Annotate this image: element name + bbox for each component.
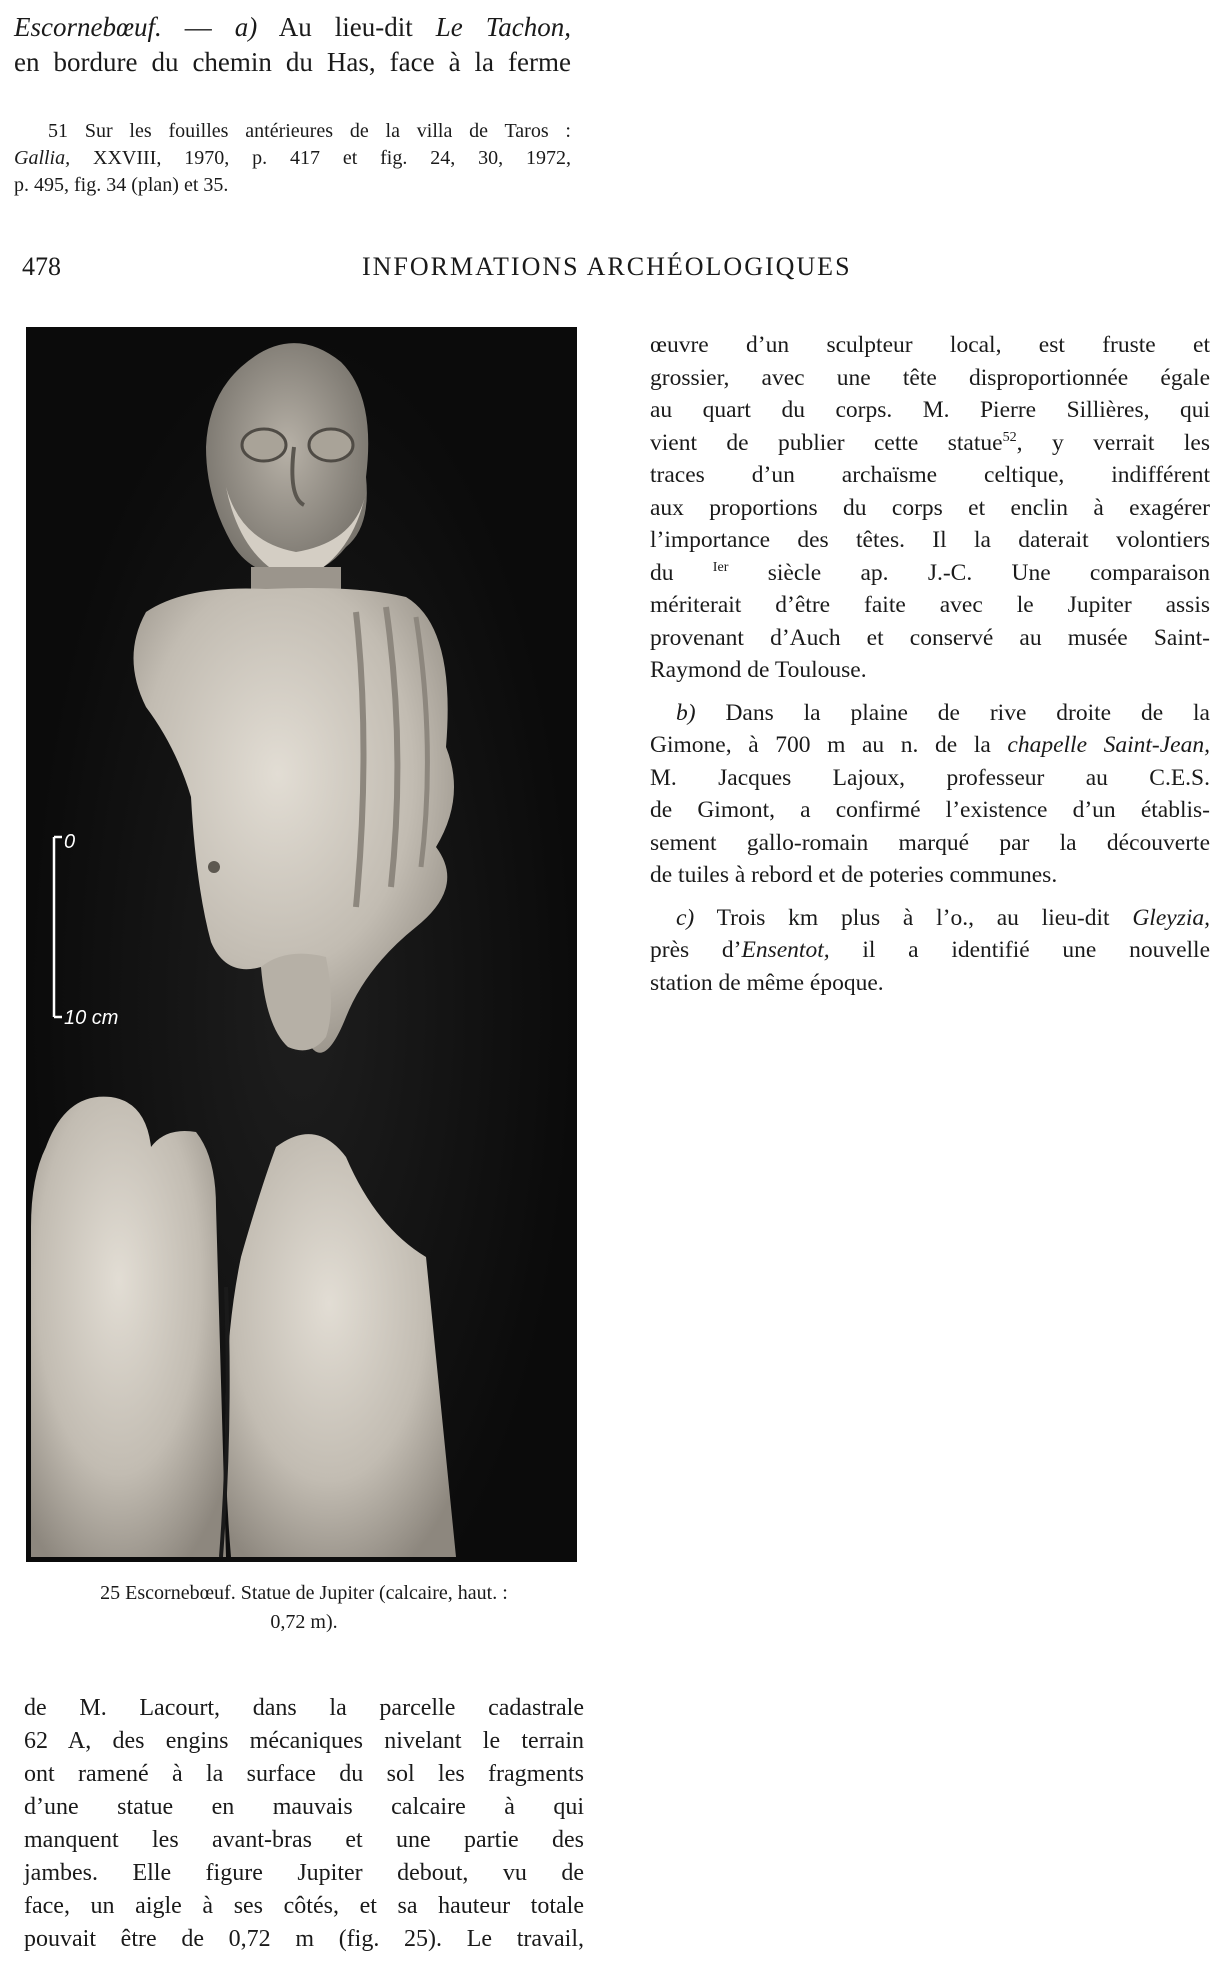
paragraph-c [650, 902, 1210, 1000]
text-line: aux proportions du corps et enclin à exagérer [650, 494, 1210, 521]
text-line: pouvait être de 0,72 m (fig. 25). Le travail, [24, 1926, 584, 1952]
footnote-51 [14, 118, 571, 199]
text-line: d’une statue en mauvais calcaire à qui [24, 1794, 584, 1820]
journal-name: Gallia, [14, 147, 71, 169]
text-line: grossier, avec une tête disproportionnée égale [650, 364, 1210, 391]
statue-photograph [26, 327, 577, 1562]
text-line: sement gallo-romain marqué par la découverte [650, 829, 1210, 856]
footnote-line-2 [14, 145, 571, 172]
text-line [650, 729, 1210, 762]
text-line: traces d’un archaïsme celtique, indifférent [650, 462, 1210, 488]
text-line [650, 427, 1210, 460]
statue-leg [261, 954, 331, 1051]
item-label: b) [676, 699, 696, 726]
century-superscript: Ier [712, 558, 729, 575]
text-run: siècle ap. J.-C. Une comparaison [728, 559, 1210, 586]
text-line: de M. Lacourt, dans la parcelle cadastrale [24, 1695, 584, 1721]
dash: — [161, 12, 235, 42]
footnote-number: 51 [48, 120, 68, 142]
text-line: mériterait d’être faite avec le Jupiter assis [650, 592, 1210, 618]
text-line: M. Jacques Lajoux, professeur au C.E.S. [650, 764, 1210, 791]
footnote-ref-52: 52 [1002, 428, 1017, 445]
locality-name: Ensentot, [741, 937, 830, 963]
locality-name: Le Tachon, [435, 12, 572, 42]
footnote-text: Sur les fouilles antérieures de la villa de Taros : [68, 120, 571, 142]
text-line: œuvre d’un sculpteur local, est fruste et [650, 332, 1210, 358]
item-label: a) [234, 12, 258, 42]
text-line [650, 557, 1210, 590]
text-line: manquent les avant-bras et une partie des [24, 1827, 584, 1853]
text-line [650, 902, 1210, 935]
text-line: 62 A, des engins mécaniques nivelant le terrain [24, 1728, 584, 1754]
text-line: de tuiles à rebord et de poteries communes. [650, 862, 1058, 888]
text-run: près d’ [650, 937, 742, 963]
page-number: 478 [22, 252, 61, 281]
paragraph-statue-description [650, 329, 1210, 687]
locality-name: Gleyzia, [1132, 904, 1210, 931]
caption-line-2: 0,72 m). [270, 1611, 338, 1633]
footnote-line-1 [14, 118, 571, 145]
intro-text: Au lieu-dit [257, 12, 436, 42]
text-line: jambes. Elle figure Jupiter debout, vu de [24, 1860, 584, 1886]
intro-line-1 [14, 10, 571, 45]
text-run: vient de publier cette statue [650, 429, 1003, 456]
text-line: provenant d’Auch et conservé au musée Saint- [650, 624, 1210, 651]
statue-base-left [31, 1097, 226, 1557]
text-run: du [650, 559, 713, 586]
footnote-line-3: p. 495, fig. 34 (plan) et 35. [14, 174, 229, 196]
text-line [650, 934, 1210, 967]
scale-zero-label: 0 [64, 831, 76, 853]
caption-line-1: 25 Escornebœuf. Statue de Jupiter (calcaire, haut. : [100, 1582, 508, 1604]
text-line: au quart du corps. M. Pierre Sillières, qui [650, 397, 1210, 423]
text-run: , y verrait les [1016, 429, 1210, 456]
place-name: Escornebœuf. [14, 12, 162, 42]
text-line: Raymond de Toulouse. [650, 657, 867, 683]
chapel-name: chapelle Saint-Jean, [1007, 732, 1210, 758]
text-line: station de même époque. [650, 969, 884, 996]
statue-drawing [26, 327, 577, 1562]
text-line: face, un aigle à ses côtés, et sa hauteur totale [24, 1893, 584, 1919]
text-run: Dans la plaine de rive droite de la [695, 699, 1210, 726]
intro-line-2: en bordure du chemin du Has, face à la ferme [14, 47, 571, 77]
intro-paragraph [14, 10, 571, 80]
paragraph-b [650, 697, 1210, 892]
item-label: c) [676, 904, 695, 931]
text-line: ont ramené à la surface du sol les fragments [24, 1761, 584, 1787]
text-run: Trois km plus à l’o., au lieu-dit [694, 904, 1133, 931]
figure-caption [24, 1579, 584, 1637]
text-line: l’importance des têtes. Il la daterait volontiers [650, 527, 1210, 553]
statue-base-right [225, 1134, 456, 1557]
text-run: Gimone, à 700 m au n. de la [650, 732, 1008, 758]
right-column [650, 329, 1210, 1009]
running-head: INFORMATIONS ARCHÉOLOGIQUES [362, 252, 852, 281]
text-line: de Gimont, a confirmé l’existence d’un établis- [650, 797, 1210, 823]
scale-bar [54, 831, 118, 1029]
scale-ten-label: 10 cm [64, 1007, 119, 1029]
footnote-text: XXVIII, 1970, p. 417 et fig. 24, 30, 1972, [70, 147, 571, 169]
bottom-paragraph [24, 1692, 584, 1956]
text-line [650, 697, 1210, 730]
text-run: il a identifié une nouvelle [829, 937, 1210, 963]
